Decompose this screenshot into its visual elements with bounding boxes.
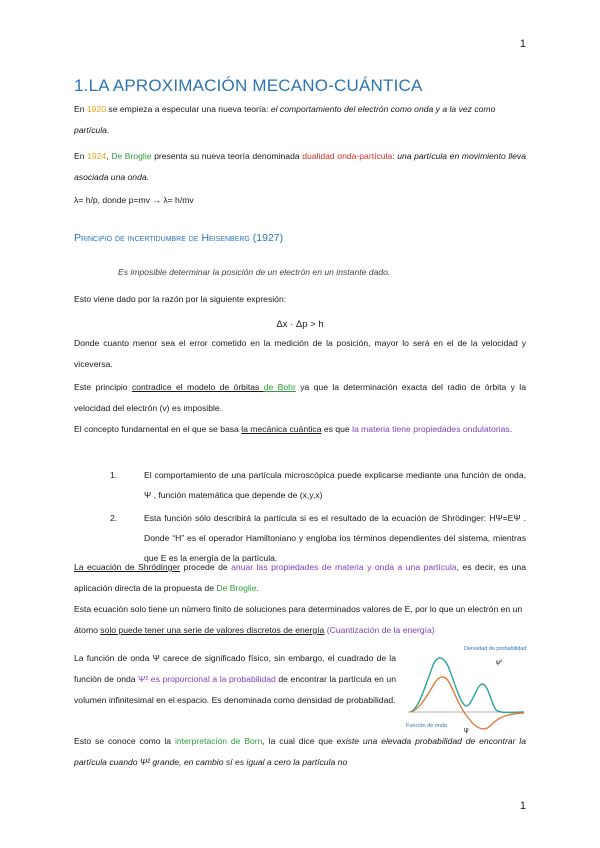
wave-function-figure bbox=[404, 640, 528, 740]
density-curve bbox=[410, 658, 524, 713]
paragraph-1920: En 1920 se empieza a especular una nueva teoría: el comportamiento del electrón como onda y a la vez como partícula. bbox=[74, 104, 496, 135]
list-item: 1. El comportamiento de una partícula microscópica puede explicarse mediante una función de onda, Ψ , función matemática que depende de (x,y,x) bbox=[110, 470, 526, 500]
wave-curve bbox=[410, 677, 524, 729]
principles-list bbox=[110, 465, 526, 568]
label-density: Densidad de probabilidad bbox=[464, 646, 527, 652]
paragraph-error-measure: Donde cuanto menor sea el error cometido en la medición de la posición, mayor lo será en el de la velocidad y viceversa. bbox=[74, 338, 526, 369]
label-psi2: ψ² bbox=[496, 659, 503, 666]
paragraph-expression-intro: Esto viene dado por la razón por la siguiente expresión: bbox=[74, 294, 287, 304]
page-number-top: 1 bbox=[519, 38, 526, 50]
page-title: 1.LA APROXIMACIÓN MECANO-CUÁNTICA bbox=[74, 76, 423, 95]
paragraph-wave-function: La función de onda Ψ carece de significado físico, sin embargo, el cuadrado de la función de onda Ψ² es proporcional a la probabilidad de encontrar la partícula en un volumen infinitesimal en el espacio. Es denominada como densidad de probabilidad. bbox=[74, 653, 396, 705]
formula-de-broglie: λ= h/p, donde p=mv → λ= h/mv bbox=[74, 195, 194, 205]
paragraph-born-interpretation: Esto se conoce como la interpretación de Born, la cual dice que existe una elevada probabilidad de encontrar la partícula cuando Ψ² grande, en cambio sí es igual a cero la partícula no bbox=[74, 736, 526, 767]
list-item: 2. Esta función sólo describirá la partícula si es el resultado de la ecuación de Shrödinger: HΨ=EΨ . Donde “H” es el operador Hamiltoniano y engloba los términos dependientes del sistema, mientras que E es la energía de la partícula. bbox=[110, 513, 526, 563]
label-psi: ψ bbox=[464, 726, 469, 734]
paragraph-1924: En 1924, De Broglie presenta su nueva teoría denominada dualidad onda-partícula: una partícula en movimiento lleva asociada una onda. bbox=[74, 151, 526, 182]
label-wave: Función de onda bbox=[406, 723, 447, 729]
paragraph-energy-quantization: Esta ecuación solo tiene un número finito de soluciones para determinados valores de E, por lo que un electrón en un átomo solo puede tener una serie de valores discretos de energía (Cuantización de la energía) bbox=[74, 604, 523, 635]
paragraph-bohr-contradiction: Este principio contradice el modelo de órbitas de Bohr ya que la determinación exacta del radio de órbita y la velocidad del electrón (v) es imposible. bbox=[74, 382, 526, 413]
formula-uncertainty: Δx · Δp > h bbox=[276, 319, 324, 330]
section-heading-heisenberg: Principio de incertidumbre de Heisenberg (1927) bbox=[74, 232, 284, 244]
paragraph-quantum-mechanics: El concepto fundamental en el que se basa la mecánica cuántica es que la materia tiene propiedades ondulatorias. bbox=[74, 424, 513, 434]
paragraph-schrodinger-origin: La ecuación de Shrödinger procede de anuar las propiedades de materia y onda a una partícula, es decir, es una aplicación directa de la propuesta de De Broglie. bbox=[74, 562, 526, 593]
page-number-bottom: 1 bbox=[519, 800, 526, 812]
quote-heisenberg: Es imposible determinar la posición de un electrón en un instante dado. bbox=[118, 267, 391, 277]
